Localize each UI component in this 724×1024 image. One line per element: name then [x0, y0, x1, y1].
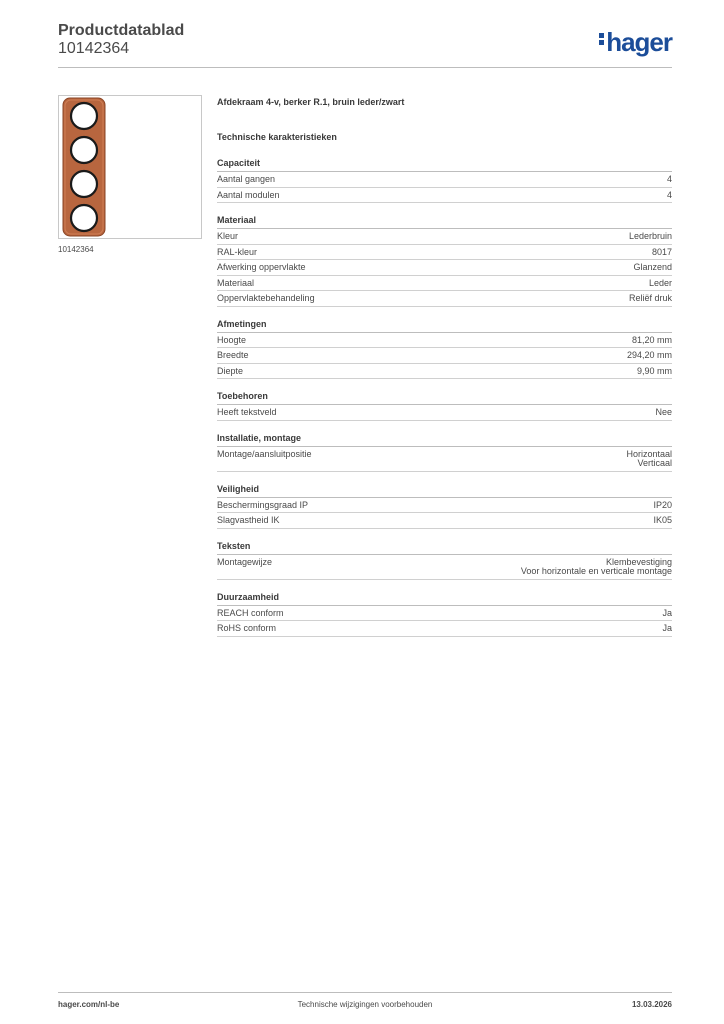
product-name: Afdekraam 4-v, berker R.1, bruin leder/zwart	[217, 97, 405, 107]
spec-value-line: Glanzend	[633, 262, 672, 272]
spec-row	[217, 229, 672, 245]
spec-value	[662, 609, 672, 619]
spec-value	[637, 367, 672, 377]
spec-label: Aantal gangen	[217, 174, 276, 184]
product-image	[58, 95, 202, 239]
spec-label: REACH conform	[217, 607, 284, 618]
spec-row	[217, 498, 672, 514]
section-title: Toebehoren	[217, 391, 672, 405]
section-title: Veiligheid	[217, 484, 672, 498]
spec-label: RAL-kleur	[217, 246, 258, 257]
spec-section	[217, 592, 672, 637]
document-title: Productdatablad	[58, 22, 185, 39]
spec-value-line: Leder	[648, 277, 672, 288]
section-title: Duurzaamheid	[217, 592, 672, 606]
spec-value	[632, 336, 672, 346]
spec-label: Breedte	[217, 350, 249, 360]
page-header	[58, 22, 672, 68]
spec-value-line: Verticaal	[637, 458, 672, 468]
spec-value	[629, 294, 672, 304]
section-title: Capaciteit	[217, 158, 672, 172]
spec-row	[217, 291, 672, 307]
spec-row	[217, 621, 672, 637]
spec-row	[217, 260, 672, 276]
spec-value	[627, 351, 672, 361]
spec-value	[633, 263, 672, 273]
spec-label: Diepte	[217, 365, 244, 376]
spec-value-line: Nee	[655, 407, 672, 417]
tech-heading: Technische karakteristieken	[217, 132, 337, 142]
spec-value-line: 4	[666, 174, 672, 184]
spec-value-line: Horizontaal	[626, 448, 672, 459]
spec-value-line: 81,20 mm	[631, 334, 672, 345]
spec-label: Aantal modulen	[217, 189, 280, 200]
spec-section	[217, 541, 672, 580]
spec-value	[662, 624, 672, 634]
spec-value	[652, 248, 672, 258]
spec-row	[217, 364, 672, 380]
spec-value-line: 9,90 mm	[636, 365, 672, 376]
footer-website-link[interactable]: hager.com/nl-be	[58, 1000, 120, 1009]
spec-sections	[217, 158, 672, 637]
spec-value	[626, 450, 672, 469]
hager-logo	[599, 28, 672, 56]
spec-label: Montagewijze	[217, 556, 273, 567]
spec-row	[217, 555, 672, 580]
section-title: Teksten	[217, 541, 672, 555]
document-number: 10142364	[58, 40, 130, 57]
spec-section	[217, 319, 672, 380]
spec-value-line: IK05	[653, 515, 672, 525]
spec-value	[655, 408, 672, 418]
spec-label: Beschermingsgraad IP	[217, 499, 309, 510]
spec-row	[217, 245, 672, 261]
section-title: Afmetingen	[217, 319, 672, 333]
spec-value	[653, 501, 672, 511]
socket-frame-4-gang-icon	[59, 96, 201, 238]
spec-row	[217, 447, 672, 472]
spec-value	[667, 175, 672, 185]
spec-row	[217, 276, 672, 292]
spec-label: Afwerking oppervlakte	[217, 262, 306, 272]
footer-date: 13.03.2026	[631, 1000, 672, 1009]
spec-value-line: Lederbruin	[628, 231, 672, 241]
spec-value-line: Reliëf druk	[628, 293, 672, 303]
spec-label: Hoogte	[217, 334, 247, 345]
logo-dots-icon	[599, 31, 604, 47]
spec-value-line: Klembevestiging	[605, 556, 672, 567]
spec-label: RoHS conform	[217, 623, 277, 633]
spec-row	[217, 348, 672, 364]
product-content	[217, 96, 672, 637]
spec-value	[629, 232, 672, 242]
spec-section	[217, 158, 672, 203]
spec-section	[217, 215, 672, 307]
spec-value	[653, 516, 672, 526]
spec-row	[217, 513, 672, 529]
footer-disclaimer: Technische wijzigingen voorbehouden	[297, 1000, 433, 1009]
spec-section	[217, 484, 672, 529]
spec-row	[217, 333, 672, 349]
spec-value-line: 8017	[651, 246, 672, 257]
section-title: Installatie, montage	[217, 433, 672, 447]
spec-value	[667, 191, 672, 201]
spec-label: Montage/aansluitpositie	[217, 448, 312, 459]
spec-value-line: Voor horizontale en verticale montage	[520, 566, 672, 576]
spec-label: Oppervlaktebehandeling	[217, 293, 315, 303]
page-footer	[58, 992, 672, 1009]
spec-label: Slagvastheid IK	[217, 515, 280, 525]
logo-text: hager	[606, 27, 672, 57]
spec-value-line: 294,20 mm	[626, 350, 672, 360]
spec-value-line: 4	[666, 189, 672, 200]
spec-value-line: Ja	[662, 623, 672, 633]
spec-value-line: Ja	[662, 607, 672, 618]
spec-row	[217, 405, 672, 421]
spec-row	[217, 172, 672, 188]
spec-value	[649, 279, 672, 289]
spec-label: Materiaal	[217, 277, 255, 288]
spec-section	[217, 433, 672, 472]
spec-value	[521, 558, 672, 577]
spec-row	[217, 188, 672, 204]
spec-row	[217, 606, 672, 622]
spec-value-line: IP20	[653, 499, 672, 510]
spec-section	[217, 391, 672, 421]
spec-label: Kleur	[217, 231, 239, 241]
spec-label: Heeft tekstveld	[217, 407, 277, 417]
section-title: Materiaal	[217, 215, 672, 229]
image-caption: 10142364	[58, 245, 94, 254]
